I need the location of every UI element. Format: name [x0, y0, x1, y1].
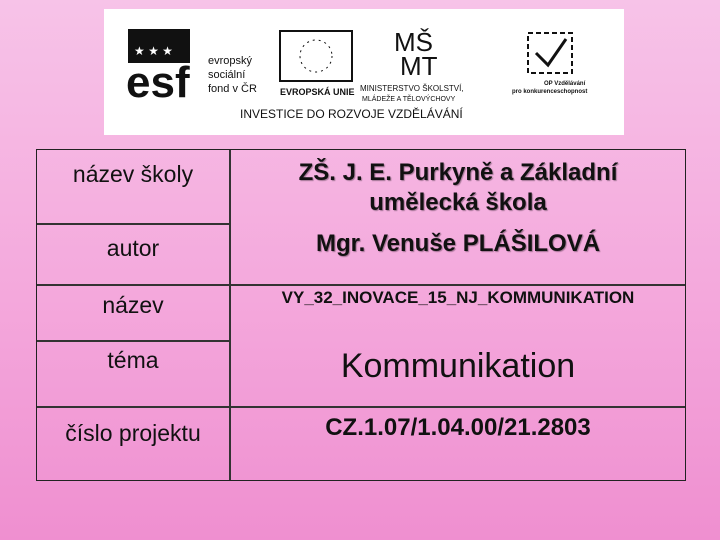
row-divider — [37, 223, 229, 225]
esf-logo — [126, 29, 257, 107]
msmt-logo — [360, 27, 464, 103]
label-title: název — [102, 292, 164, 318]
value-project: CZ.1.07/1.04.00/21.2803 — [325, 414, 591, 441]
row-divider — [37, 406, 685, 408]
label-author: autor — [106, 235, 160, 261]
label-project: číslo projektu — [65, 420, 201, 446]
eu-flag — [280, 31, 355, 97]
op-logo — [512, 33, 587, 95]
logo-banner — [104, 9, 624, 135]
op-line-2: pro konkurenceschopnost — [512, 89, 588, 95]
logo-strip — [104, 9, 624, 135]
svg-text:★ ★ ★: ★ ★ ★ — [134, 44, 173, 58]
value-school-line-2: umělecká škola — [369, 189, 547, 216]
row-divider — [37, 340, 229, 342]
value-school — [231, 158, 685, 218]
info-table — [36, 149, 686, 481]
eu-label: EVROPSKÁ UNIE — [280, 87, 355, 97]
msmt-mark-top: MŠ — [394, 27, 433, 57]
tagline: INVESTICE DO ROZVOJE VZDĚLÁVÁNÍ — [240, 107, 463, 121]
value-author: Mgr. Venuše PLÁŠILOVÁ — [315, 230, 601, 257]
msmt-line-2: MLÁDEŽE A TĚLOVÝCHOVY — [362, 96, 456, 103]
value-school-line-1: ZŠ. J. E. Purkyně a Základní — [298, 159, 618, 186]
esf-mark: esf — [126, 58, 190, 107]
label-topic: téma — [107, 347, 159, 373]
op-line-1: OP Vzdělávání — [544, 81, 586, 87]
esf-line-1: evropský — [208, 55, 253, 67]
esf-line-2: sociální — [208, 69, 246, 81]
label-school: název školy — [72, 161, 194, 187]
row-divider — [37, 284, 685, 286]
value-topic: Kommunikation — [340, 347, 576, 385]
value-title: VY_32_INOVACE_15_NJ_KOMMUNIKATION — [281, 288, 635, 307]
msmt-mark-bottom: MT — [400, 51, 438, 81]
esf-line-3: fond v ČR — [208, 83, 257, 95]
msmt-line-1: MINISTERSTVO ŠKOLSTVÍ, — [360, 84, 464, 93]
